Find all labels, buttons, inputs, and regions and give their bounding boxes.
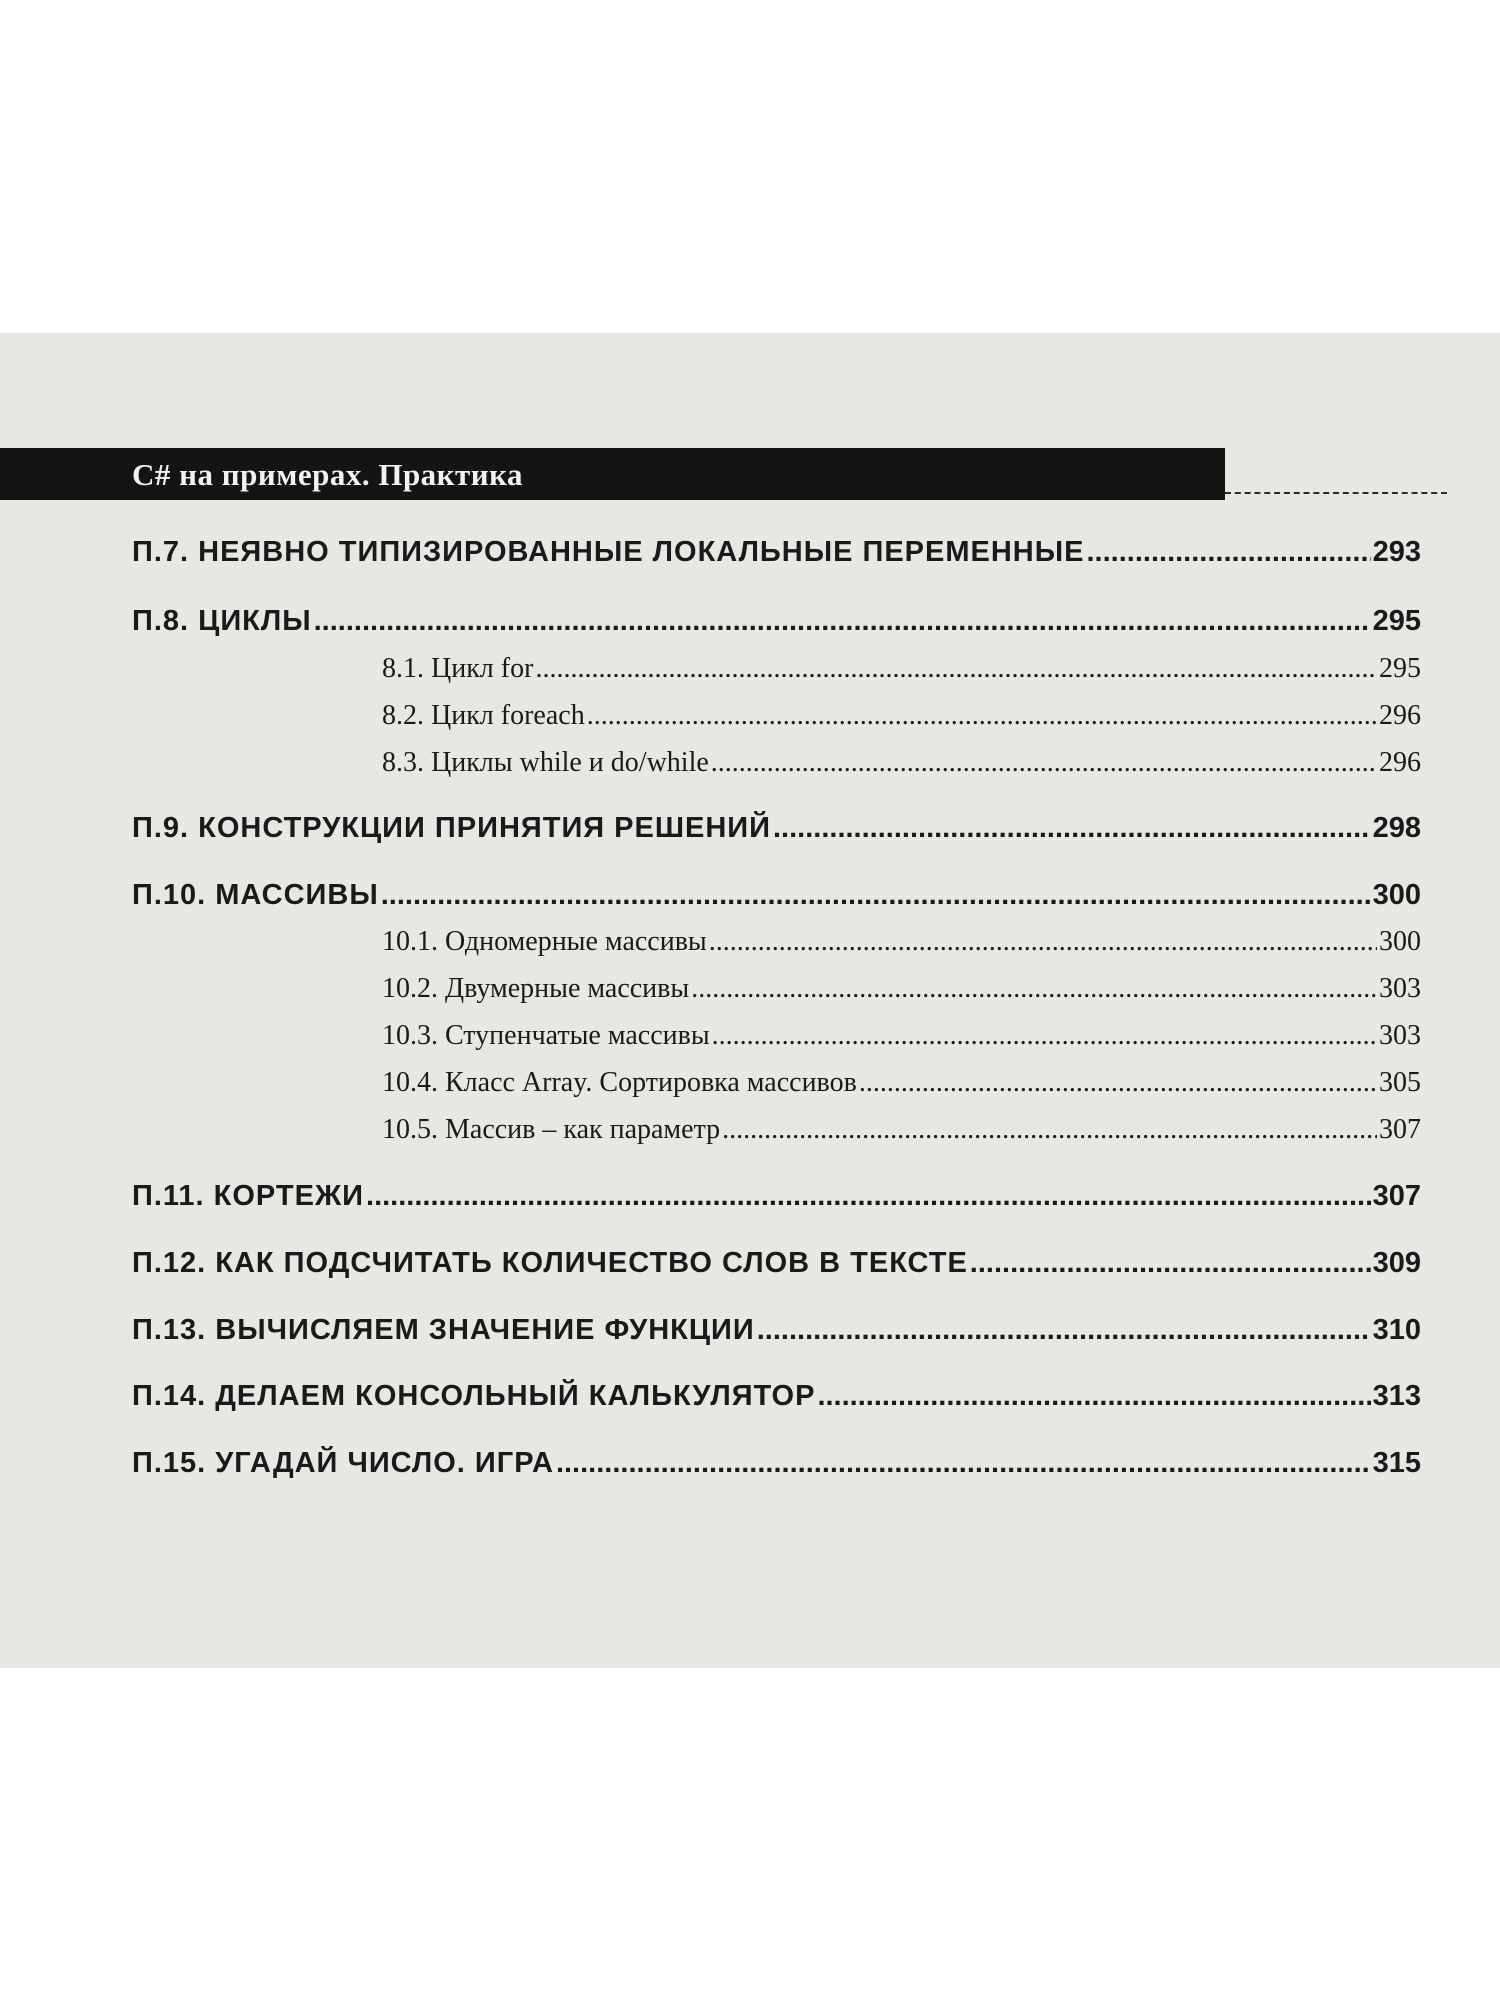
toc-entry-page-number: 293 (1372, 536, 1421, 568)
toc-entry-page-number: 298 (1372, 812, 1421, 844)
toc-entry-section-10-2 (382, 973, 1421, 1005)
toc-dot-leader (587, 700, 1377, 732)
toc-entry-section-8-1 (382, 653, 1421, 685)
toc-entry-section-8-2 (382, 700, 1421, 732)
toc-entry-title: 10.3. Ступенчатые массивы (382, 1020, 710, 1051)
toc-entry-section-10-1 (382, 926, 1421, 958)
toc-entry-title: 8.3. Циклы while и do/while (382, 747, 709, 778)
toc-entry-title: П.12. КАК ПОДСЧИТАТЬ КОЛИЧЕСТВО СЛОВ В ТЕКСТЕ (132, 1247, 968, 1279)
running-header-title: C# на примерах. Практика (132, 457, 524, 492)
toc-entry-page-number: 295 (1379, 653, 1421, 684)
toc-entry-title: П.9. КОНСТРУКЦИИ ПРИНЯТИЯ РЕШЕНИЙ (132, 812, 771, 844)
toc-dot-leader (691, 973, 1377, 1005)
toc-entry-page-number: 303 (1379, 1020, 1421, 1051)
toc-entry-page-number: 296 (1379, 747, 1421, 778)
toc-entry-page-number: 300 (1379, 926, 1421, 957)
toc-entry-title: 10.4. Класс Array. Сортировка массивов (382, 1067, 857, 1098)
toc-entry-title: 8.2. Цикл foreach (382, 700, 585, 731)
toc-dot-leader (381, 879, 1371, 912)
header-dashed-rule (1225, 492, 1447, 494)
toc-entry-page-number: 313 (1372, 1380, 1421, 1412)
toc-entry-title: П.10. МАССИВЫ (132, 879, 379, 911)
toc-dot-leader (970, 1247, 1371, 1280)
toc-entry-page-number: 309 (1372, 1247, 1421, 1279)
toc-entry-page-number: 303 (1379, 973, 1421, 1004)
toc-entry-title: П.7. НЕЯВНО ТИПИЗИРОВАННЫЕ ЛОКАЛЬНЫЕ ПЕРЕМЕННЫЕ (132, 536, 1085, 568)
toc-entry-chapter-9 (132, 812, 1421, 845)
toc-dot-leader (773, 812, 1371, 845)
toc-entry-title: П.14. ДЕЛАЕМ КОНСОЛЬНЫЙ КАЛЬКУЛЯТОР (132, 1380, 816, 1412)
toc-dot-leader (535, 653, 1377, 685)
toc-dot-leader (711, 747, 1377, 779)
toc-dot-leader (366, 1180, 1371, 1213)
toc-dot-leader (709, 926, 1377, 958)
toc-entry-page-number: 315 (1372, 1447, 1421, 1479)
toc-entry-page-number: 300 (1372, 879, 1421, 911)
toc-entry-page-number: 296 (1379, 700, 1421, 731)
toc-dot-leader (1087, 536, 1371, 569)
toc-entry-chapter-11 (132, 1180, 1421, 1213)
toc-entry-section-8-3 (382, 747, 1421, 779)
toc-entry-chapter-15 (132, 1447, 1421, 1480)
toc-entry-section-10-4 (382, 1067, 1421, 1099)
toc-entry-section-10-3 (382, 1020, 1421, 1052)
toc-entry-page-number: 305 (1379, 1067, 1421, 1098)
toc-entry-section-10-5 (382, 1114, 1421, 1146)
toc-entry-page-number: 295 (1372, 605, 1421, 637)
toc-entry-chapter-14 (132, 1380, 1421, 1413)
toc-entry-chapter-13 (132, 1314, 1421, 1347)
toc-entry-chapter-8 (132, 605, 1421, 638)
toc-dot-leader (757, 1314, 1371, 1347)
toc-entry-chapter-12 (132, 1247, 1421, 1280)
toc-dot-leader (712, 1020, 1377, 1052)
running-header-bar (0, 448, 1225, 500)
toc-entry-page-number: 307 (1372, 1180, 1421, 1212)
toc-entry-title: 8.1. Цикл for (382, 653, 534, 684)
toc-entry-title: П.8. ЦИКЛЫ (132, 605, 312, 637)
toc-entry-title: 10.2. Двумерные массивы (382, 973, 690, 1004)
toc-dot-leader (817, 1380, 1370, 1413)
toc-dot-leader (722, 1114, 1377, 1146)
toc-entry-title: 10.5. Массив – как параметр (382, 1114, 721, 1145)
toc-entry-title: П.15. УГАДАЙ ЧИСЛО. ИГРА (132, 1447, 554, 1479)
toc-entry-title: П.11. КОРТЕЖИ (132, 1180, 365, 1212)
toc-entry-page-number: 307 (1379, 1114, 1421, 1145)
book-page (0, 333, 1500, 1668)
toc-entry-title: П.13. ВЫЧИСЛЯЕМ ЗНАЧЕНИЕ ФУНКЦИИ (132, 1314, 755, 1346)
toc-dot-leader (314, 605, 1371, 638)
toc-entry-chapter-7 (132, 536, 1421, 569)
toc-entry-page-number: 310 (1372, 1314, 1421, 1346)
toc-entry-chapter-10 (132, 879, 1421, 912)
toc-dot-leader (556, 1447, 1371, 1480)
toc-entry-title: 10.1. Одномерные массивы (382, 926, 707, 957)
toc-dot-leader (859, 1067, 1377, 1099)
